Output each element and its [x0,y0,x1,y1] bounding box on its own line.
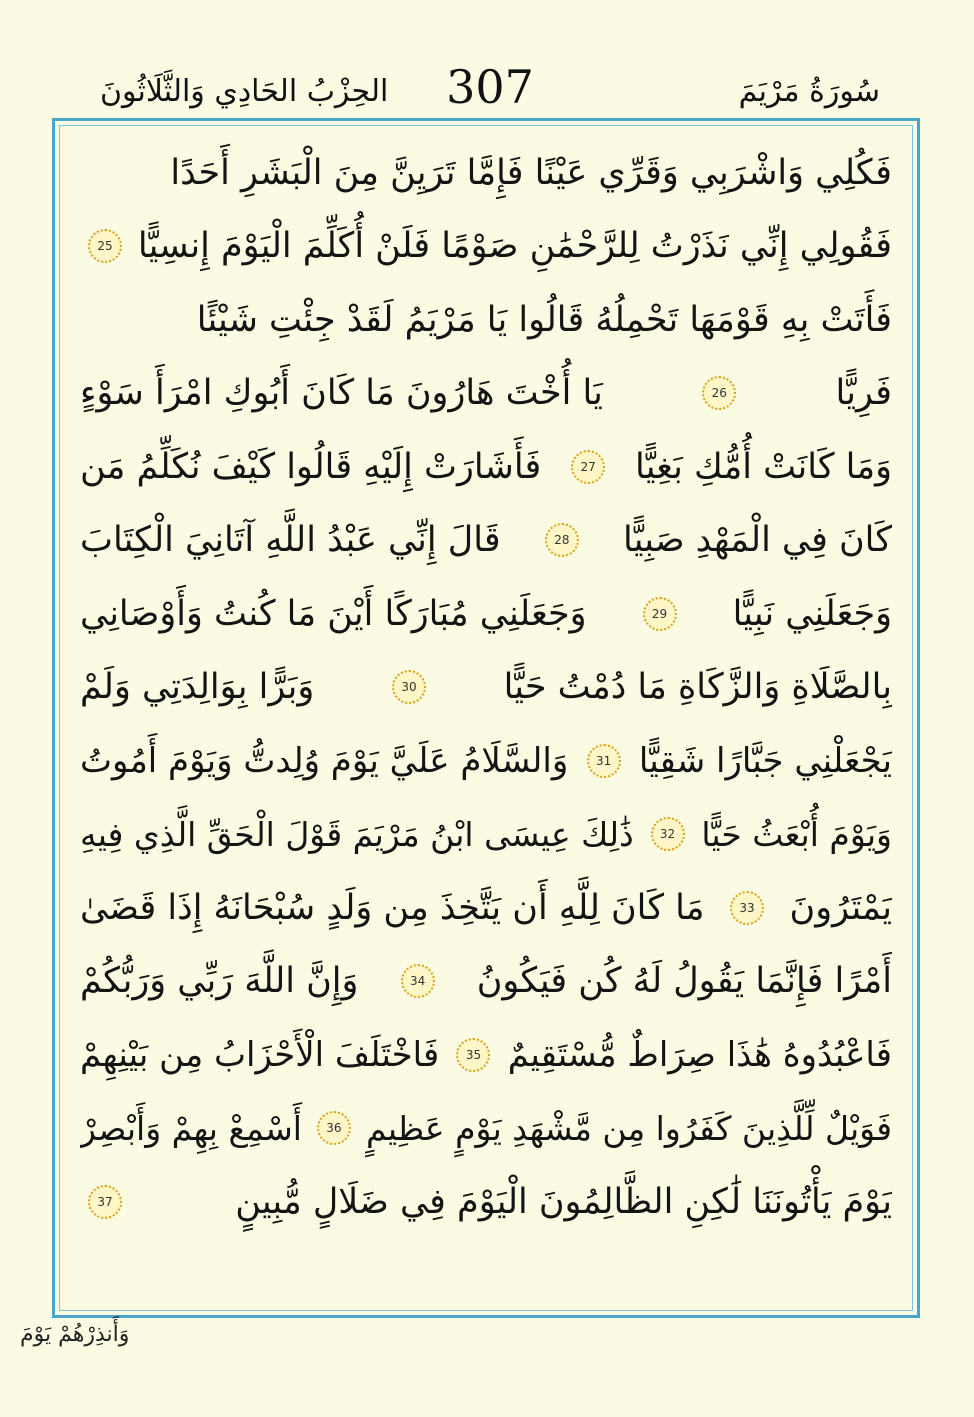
ayah-number-marker: 34 [401,964,435,998]
verse-text: وَالسَّلَامُ عَلَيَّ يَوْمَ وُلِدتُّ وَيَوْمَ أَمُوتُ [80,740,569,781]
verse-text: فَأَشَارَتْ إِلَيْهِ قَالُوا كَيْفَ نُكَلِّمُ مَن [80,446,542,487]
verse-text: فَكُلِي وَاشْرَبِي وَقَرِّي عَيْنًا فَإِمَّا تَرَيِنَّ مِنَ الْبَشَرِ أَحَدًا [170,152,892,193]
ayah-number-marker: 28 [545,523,579,557]
verse-line [80,430,892,504]
ayah-number-marker: 31 [587,744,621,778]
verse-line [80,136,892,210]
ayah-number-marker: 33 [730,891,764,925]
verse-text: فَرِيًّا [835,373,892,414]
ayah-number-marker: 26 [702,376,736,410]
ayah-number-marker: 32 [651,817,685,851]
verse-text: وَإِنَّ اللَّهَ رَبِّي وَرَبُّكُمْ [80,961,359,1002]
verse-text: يَا أُخْتَ هَارُونَ مَا كَانَ أَبُوكِ امْرَأَ سَوْءٍ [80,373,603,414]
verse-text: فَقُولِي إِنِّي نَذَرْتُ لِلرَّحْمَٰنِ صَوْمًا فَلَنْ أُكَلِّمَ الْيَوْمَ إِنسِيًّا [137,226,892,267]
verse-line [80,798,892,872]
ayah-number-marker: 27 [571,450,605,484]
verse-text: فَأَتَتْ بِهِ قَوْمَهَا تَحْمِلُهُ قَالُوا يَا مَرْيَمُ لَقَدْ جِئْتِ شَيْئًا [196,299,892,340]
verse-text: وَمَا كَانَتْ أُمُّكِ بَغِيًّا [635,446,892,487]
verse-line [80,1165,892,1239]
page-number: 307 [446,60,534,114]
ayah-number-marker: 25 [88,229,122,263]
verse-line [80,577,892,651]
verse-line [80,945,892,1019]
verse-line [80,724,892,798]
verse-text: فَاعْبُدُوهُ هَٰذَا صِرَاطٌ مُّسْتَقِيمٌ [507,1034,892,1075]
verse-text: وَجَعَلَنِي نَبِيًّا [732,593,892,634]
ayah-number-marker: 36 [317,1111,351,1145]
verse-text: بِالصَّلَاةِ وَالزَّكَاةِ مَا دُمْتُ حَيًّا [503,667,892,708]
verse-line [80,651,892,725]
verse-text: كَانَ فِي الْمَهْدِ صَبِيًّا [623,520,892,561]
verse-text: قَالَ إِنِّي عَبْدُ اللَّهِ آتَانِيَ الْكِتَابَ [80,520,501,561]
verse-text: وَيَوْمَ أُبْعَثُ حَيًّا [701,814,892,854]
text-frame-inner [59,125,913,1311]
verse-text: فَاخْتَلَفَ الْأَحْزَابُ مِن بَيْنِهِمْ [80,1034,440,1075]
text-frame [52,118,920,1318]
ayah-number-marker: 35 [456,1038,490,1072]
verse-line [80,1092,892,1166]
verse-line [80,283,892,357]
verse-line [80,504,892,578]
ayah-number-marker: 37 [88,1185,122,1219]
verse-text: يَمْتَرُونَ [789,887,892,928]
verse-text: وَجَعَلَنِي مُبَارَكًا أَيْنَ مَا كُنتُ وَأَوْصَانِي [80,593,587,634]
verse-text: ذَٰلِكَ عِيسَى ابْنُ مَرْيَمَ قَوْلَ الْحَقِّ الَّذِي فِيهِ [80,814,634,854]
verse-lines [80,136,892,1239]
verse-text: أَسْمِعْ بِهِمْ وَأَبْصِرْ [80,1108,302,1148]
verse-line [80,1018,892,1092]
ayah-number-marker: 30 [392,670,426,704]
verse-line [80,871,892,945]
verse-text: وَبَرًّا بِوَالِدَتِي وَلَمْ [80,667,315,708]
hizb-name: الحِزْبُ الحَادِي وَالثَّلَاثُونَ [100,73,389,109]
verse-text: مَا كَانَ لِلَّهِ أَن يَتَّخِذَ مِن وَلَدٍ سُبْحَانَهُ إِذَا قَضَىٰ [80,887,705,928]
verse-text: يَجْعَلْنِي جَبَّارًا شَقِيًّا [638,740,892,781]
verse-text: يَوْمَ يَأْتُونَنَا لَٰكِنِ الظَّالِمُونَ الْيَوْمَ فِي ضَلَالٍ مُّبِينٍ [235,1181,892,1222]
page-header [100,60,880,122]
verse-text: أَمْرًا فَإِنَّمَا يَقُولُ لَهُ كُن فَيَكُونُ [476,961,892,1002]
catchword: وَأَنذِرْهُمْ يَوْمَ [20,1322,130,1347]
surah-name: سُورَةُ مَرْيَمَ [738,73,880,109]
verse-text: فَوَيْلٌ لِّلَّذِينَ كَفَرُوا مِن مَّشْهَدِ يَوْمٍ عَظِيمٍ [365,1108,892,1148]
ayah-number-marker: 29 [643,597,677,631]
verse-line [80,210,892,284]
verse-line [80,357,892,431]
